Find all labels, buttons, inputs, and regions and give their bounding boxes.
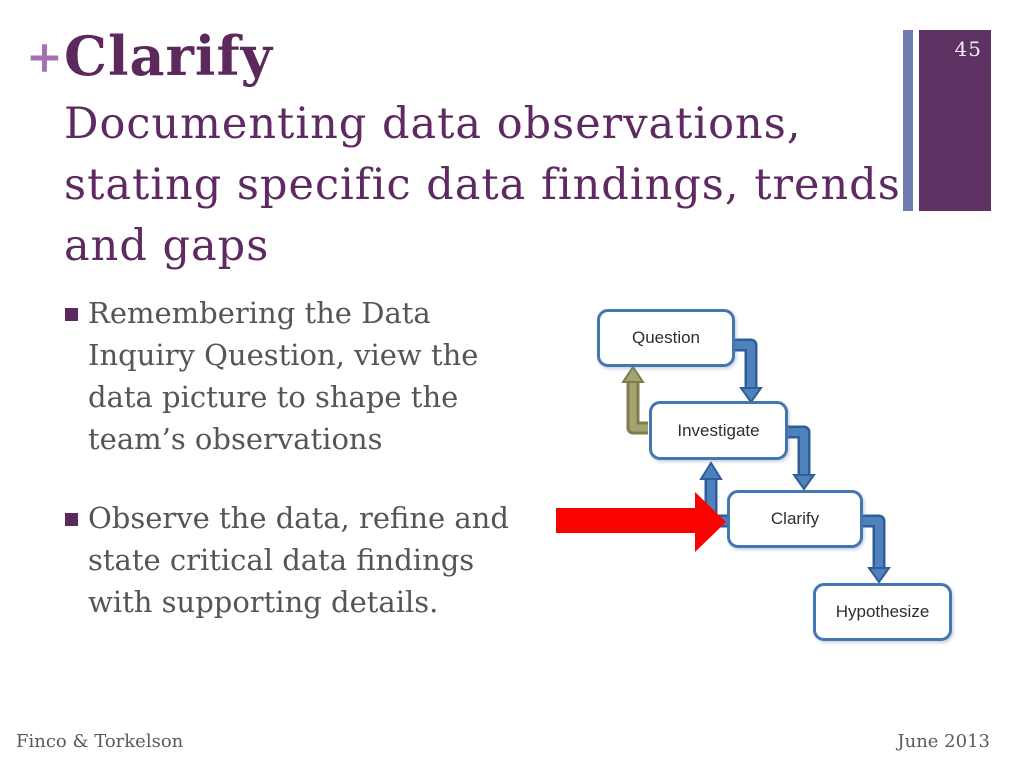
flowchart-node-hypothesize: Hypothesize [813,583,952,641]
red-highlight-arrow-icon [556,492,726,552]
page-number: 45 [954,37,982,61]
subtitle-line: and gaps [64,221,270,271]
flowchart-node-clarify: Clarify [727,490,863,548]
footer-date: June 2013 [897,731,990,752]
footer-authors: Finco & Torkelson [16,731,184,752]
subtitle-line: stating specific data findings, trends [64,160,901,210]
bullet-text-line: Observe the data, refine and [88,501,509,535]
edge-investigate-to-question [623,367,648,428]
flowchart-node-question: Question [597,309,735,367]
bullet-text-line: state critical data findings [88,543,475,577]
flowchart-node-investigate: Investigate [649,401,788,460]
bullet-text-line: with supporting details. [88,585,439,619]
bullet-text-line: data picture to shape the [88,380,459,414]
bullet-text-line: Remembering the Data [88,296,431,330]
edge-question-to-investigate [734,345,761,402]
bullet-text-line: team’s observations [88,422,383,456]
page-title: Clarify [64,24,274,88]
edge-investigate-to-clarify [787,432,814,489]
edge-clarify-to-hypothesize [862,521,889,582]
subtitle-line: Documenting data observations, [64,99,802,149]
title-plus-icon: + [26,32,63,83]
bullet-text-line: Inquiry Question, view the [88,338,479,372]
